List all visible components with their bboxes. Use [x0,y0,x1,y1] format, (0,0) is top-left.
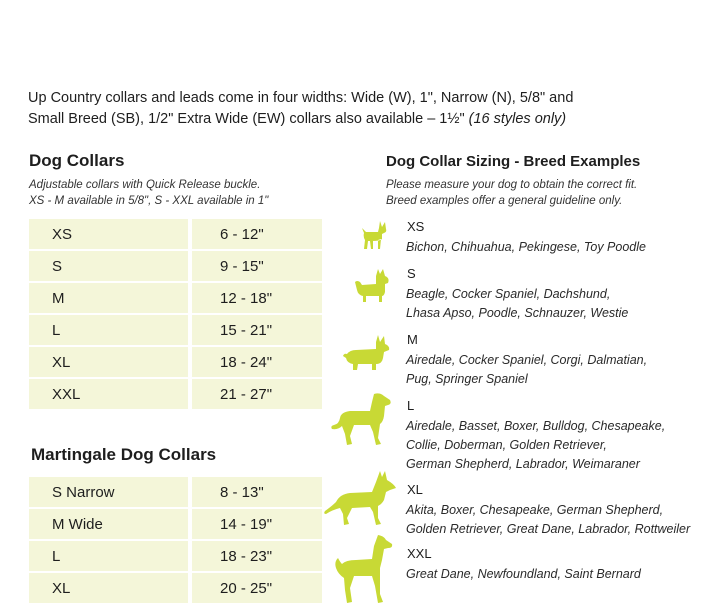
breed-list-line: Airedale, Cocker Spaniel, Corgi, Dalmatian, [406,353,648,367]
sizing-subtitle-2: Breed examples offer a general guideline only. [386,195,623,207]
terrier-silhouette-icon [352,268,392,304]
size-cell: S [29,251,188,281]
table-row [29,379,322,409]
breed-list [406,565,641,584]
range-cell: 20 - 25" [192,573,322,603]
table-row [29,509,322,539]
breed-list-line: Bichon, Chihuahua, Pekingese, Toy Poodle [406,240,646,254]
martingale-title: Martingale Dog Collars [31,445,217,464]
size-cell: L [29,541,188,571]
breed-size-label: XS [407,219,425,234]
table-row [29,541,322,571]
breed-list-line: Golden Retriever, Great Dane, Labrador, Rottweiler [406,522,691,536]
sizing-subtitle [386,177,637,209]
size-cell: L [29,315,188,345]
breed-size-label: XL [407,482,423,497]
dog-collars-size-table [29,217,322,411]
breed-list-line: Akita, Boxer, Chesapeake, German Shepherd, [406,503,664,517]
range-cell: 6 - 12" [192,219,322,249]
size-cell: XL [29,347,188,377]
retriever-silhouette-icon [330,392,394,448]
size-cell: M Wide [29,509,188,539]
breed-size-label: S [407,266,416,281]
breed-size-label: L [407,398,415,413]
table-row [29,219,322,249]
range-cell: 18 - 24" [192,347,322,377]
size-cell: XS [29,219,188,249]
table-row [29,251,322,281]
table-row [29,315,322,345]
table-row [29,283,322,313]
martingale-size-table [29,475,322,605]
great-dane-silhouette-icon [332,534,394,606]
dog-collars-subtitle-2: XS - M available in 5/8", S - XXL available in 1" [29,195,269,207]
breed-size-label: M [407,332,418,347]
intro-paragraph [28,88,708,130]
dog-collars-subtitle [29,177,268,209]
table-row [29,573,322,603]
breed-list [406,417,665,474]
breed-list [406,238,646,257]
size-cell: S Narrow [29,477,188,507]
range-cell: 8 - 13" [192,477,322,507]
intro-line-1: Up Country collars and leads come in four widths: Wide (W), 1", Narrow (N), 5/8" and [28,90,574,106]
breed-list [406,351,647,389]
breed-list-line: Airedale, Basset, Boxer, Bulldog, Chesapeake, [406,419,666,433]
dog-collars-subtitle-1: Adjustable collars with Quick Release buckle. [29,179,261,191]
dog-collars-title: Dog Collars [29,151,125,170]
range-cell: 15 - 21" [192,315,322,345]
intro-line-2-note: (16 styles only) [468,111,567,127]
breed-size-label: XXL [407,546,432,561]
breed-list-line: German Shepherd, Labrador, Weimaraner [406,457,640,471]
range-cell: 21 - 27" [192,379,322,409]
sizing-subtitle-1: Please measure your dog to obtain the correct fit. [386,179,638,191]
range-cell: 18 - 23" [192,541,322,571]
corgi-silhouette-icon [342,334,392,372]
breed-list-line: Collie, Doberman, Golden Retriever, [406,438,607,452]
breed-list-line: Pug, Springer Spaniel [406,372,528,386]
range-cell: 14 - 19" [192,509,322,539]
intro-line-2 [28,109,708,130]
size-cell: XXL [29,379,188,409]
sizing-title: Dog Collar Sizing - Breed Examples [386,153,641,170]
breed-list [406,285,628,323]
shepherd-silhouette-icon [322,470,398,528]
table-row [29,477,322,507]
size-cell: M [29,283,188,313]
intro-line-2-main: Small Breed (SB), 1/2" Extra Wide (EW) collars also available – 1½" [28,111,465,127]
breed-list-line: Great Dane, Newfoundland, Saint Bernard [406,567,641,581]
breed-list-line: Beagle, Cocker Spaniel, Dachshund, [406,287,611,301]
breed-list [406,501,690,539]
range-cell: 9 - 15" [192,251,322,281]
range-cell: 12 - 18" [192,283,322,313]
size-cell: XL [29,573,188,603]
table-row [29,347,322,377]
chihuahua-silhouette-icon [360,219,390,251]
breed-list-line: Lhasa Apso, Poodle, Schnauzer, Westie [406,306,629,320]
